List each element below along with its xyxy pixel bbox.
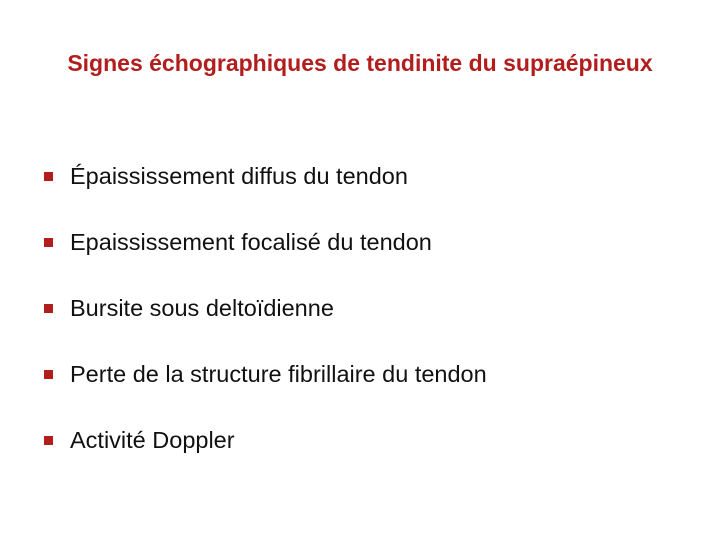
- bullet-item: [44, 143, 487, 209]
- bullet-text: Perte de la structure fibrillaire du tendon: [70, 360, 487, 387]
- bullet-text: Épaississement diffus du tendon: [70, 162, 408, 189]
- bullet-item: [44, 341, 487, 407]
- square-bullet-icon: [44, 304, 53, 313]
- bullet-item: [44, 209, 487, 275]
- square-bullet-icon: [44, 238, 53, 247]
- square-bullet-icon: [44, 370, 53, 379]
- bullet-list: [44, 143, 487, 473]
- square-bullet-icon: [44, 436, 53, 445]
- slide-title: Signes échographiques de tendinite du supraépineux: [67, 50, 653, 76]
- bullet-text: Epaississement focalisé du tendon: [70, 228, 432, 255]
- bullet-text: Activité Doppler: [70, 426, 235, 453]
- bullet-text: Bursite sous deltoïdienne: [70, 294, 334, 321]
- square-bullet-icon: [44, 172, 53, 181]
- bullet-item: [44, 275, 487, 341]
- bullet-item: [44, 407, 487, 473]
